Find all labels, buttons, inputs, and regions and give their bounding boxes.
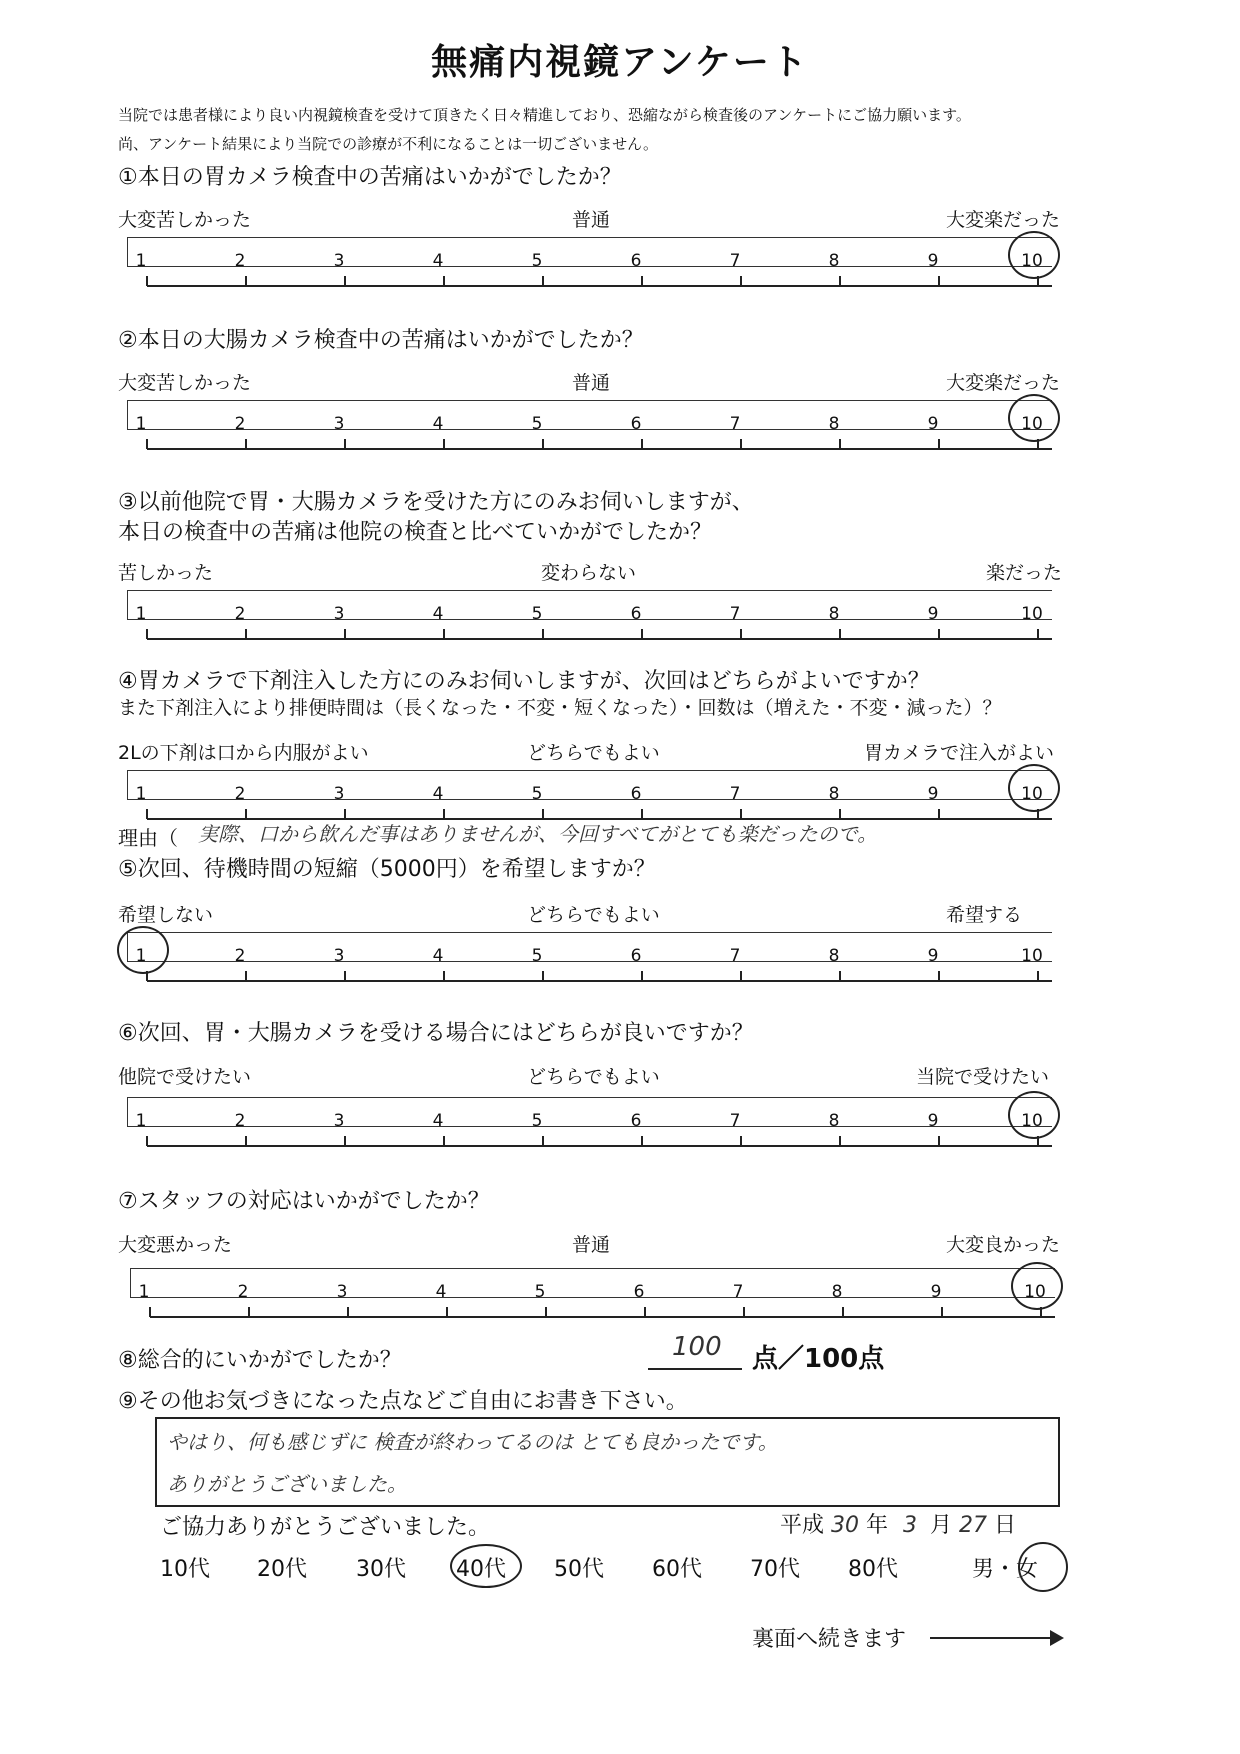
scale-tick <box>743 1307 745 1317</box>
scale-tick <box>146 276 148 286</box>
q1-scale[interactable] <box>127 237 1054 297</box>
scale-tick <box>245 629 247 639</box>
selected-option-circle <box>1008 394 1060 442</box>
scale-tick <box>443 971 445 981</box>
continue-text: 裏面へ続きます <box>752 1627 907 1652</box>
scale-tick <box>344 276 346 286</box>
scale-option-5[interactable]: 5 <box>531 604 543 624</box>
scale-option-9[interactable]: 9 <box>927 251 939 271</box>
scale-tick <box>446 1307 448 1317</box>
scale-option-3[interactable]: 3 <box>333 946 345 966</box>
arrow-right-icon <box>1050 1630 1064 1646</box>
scale-option-5[interactable]: 5 <box>531 784 543 804</box>
scale-option-1[interactable]: 1 <box>135 604 147 624</box>
scale-option-4[interactable]: 4 <box>432 604 444 624</box>
scale-tick <box>443 629 445 639</box>
q5-right-label: 希望する <box>946 904 1023 926</box>
scale-box <box>127 770 1052 800</box>
q2-right-label: 大変楽だった <box>946 372 1061 394</box>
question-1: ①本日の胃カメラ検査中の苦痛はいかがでしたか？ <box>118 165 622 190</box>
date-year-unit: 年 <box>866 1513 889 1538</box>
date-row <box>780 1508 1016 1539</box>
scale-axis <box>147 448 1052 450</box>
scale-tick <box>245 1136 247 1146</box>
scale-option-9[interactable]: 9 <box>927 604 939 624</box>
scale-option-5[interactable]: 5 <box>531 946 543 966</box>
scale-tick <box>146 1136 148 1146</box>
scale-option-10[interactable]: 10 <box>1021 784 1043 804</box>
scale-tick <box>641 629 643 639</box>
scale-option-1[interactable]: 1 <box>135 946 147 966</box>
overall-score[interactable]: 100 <box>672 1332 722 1362</box>
scale-tick <box>542 276 544 286</box>
scale-tick <box>839 1136 841 1146</box>
scale-tick <box>245 439 247 449</box>
scale-option-10[interactable]: 10 <box>1021 414 1043 434</box>
gender-separator: ・ <box>994 1557 1017 1582</box>
reason-label: 理由（ <box>118 826 178 850</box>
scale-tick <box>149 1307 151 1317</box>
scale-option-8[interactable]: 8 <box>828 604 840 624</box>
scale-option-3[interactable]: 3 <box>333 604 345 624</box>
selected-option-circle <box>1008 1091 1060 1139</box>
comment-line-2: ありがとうございました。 <box>167 1472 407 1496</box>
scale-tick <box>245 276 247 286</box>
date-month-unit: 月 <box>930 1513 953 1538</box>
q6-mid-label: どちらでもよい <box>527 1066 660 1088</box>
scale-option-6[interactable]: 6 <box>630 251 642 271</box>
age-option-80s[interactable]: 80代 <box>848 1557 898 1582</box>
scale-option-7[interactable]: 7 <box>729 784 741 804</box>
question-5: ⑤次回、待機時間の短縮（5000円）を希望しますか？ <box>118 857 656 882</box>
selected-option-circle <box>117 926 169 974</box>
q7-mid-label: 普通 <box>572 1234 611 1256</box>
scale-tick <box>146 809 148 819</box>
scale-option-5[interactable]: 5 <box>531 1111 543 1131</box>
q3-right-label: 楽だった <box>986 562 1063 584</box>
scale-tick <box>248 1307 250 1317</box>
scale-tick <box>839 629 841 639</box>
scale-tick <box>938 439 940 449</box>
scale-axis <box>147 638 1052 640</box>
scale-option-8[interactable]: 8 <box>828 414 840 434</box>
question-6: ⑥次回、胃・大腸カメラを受ける場合にはどちらが良いですか？ <box>118 1021 754 1046</box>
age-option-50s[interactable]: 50代 <box>554 1557 604 1582</box>
scale-tick <box>941 1307 943 1317</box>
scale-tick <box>1037 971 1039 981</box>
scale-option-3[interactable]: 3 <box>333 414 345 434</box>
scale-option-2[interactable]: 2 <box>234 604 246 624</box>
scale-option-5[interactable]: 5 <box>531 251 543 271</box>
scale-tick <box>146 439 148 449</box>
scale-option-2[interactable]: 2 <box>234 784 246 804</box>
q4-mid-label: どちらでもよい <box>527 742 660 764</box>
scale-option-8[interactable]: 8 <box>828 784 840 804</box>
scale-option-2[interactable]: 2 <box>234 251 246 271</box>
q7-scale[interactable] <box>130 1268 1057 1328</box>
scale-tick <box>740 276 742 286</box>
selected-option-circle <box>1008 764 1060 812</box>
scale-tick <box>641 1136 643 1146</box>
scale-box <box>127 932 1052 962</box>
scale-tick <box>938 1136 940 1146</box>
scale-tick <box>740 971 742 981</box>
scale-tick <box>740 439 742 449</box>
scale-option-10[interactable]: 10 <box>1021 1111 1043 1131</box>
scale-option-7[interactable]: 7 <box>732 1282 744 1302</box>
selected-option-circle <box>1008 231 1060 279</box>
age-option-40s[interactable]: 40代 <box>456 1557 506 1582</box>
q4-right-label: 胃カメラで注入がよい <box>864 742 1055 764</box>
scale-option-4[interactable]: 4 <box>432 946 444 966</box>
q3-scale[interactable] <box>127 590 1054 650</box>
scale-option-4[interactable]: 4 <box>432 251 444 271</box>
intro-line-1: 当院では患者様により良い内視鏡検査を受けて頂きたく日々精進しており、恐縮ながら検査後のアンケートにご協力願います。 <box>118 106 971 124</box>
scale-tick <box>443 439 445 449</box>
q6-left-label: 他院で受けたい <box>118 1066 252 1088</box>
question-8: ⑧総合的にいかがでしたか？ <box>118 1348 402 1373</box>
q2-scale[interactable] <box>127 400 1054 460</box>
scale-option-7[interactable]: 7 <box>729 946 741 966</box>
scale-option-8[interactable]: 8 <box>828 251 840 271</box>
scale-option-2[interactable]: 2 <box>234 1111 246 1131</box>
scale-tick <box>842 1307 844 1317</box>
question-9: ⑨その他お気づきになった点などご自由にお書き下さい。 <box>118 1389 688 1414</box>
scale-option-3[interactable]: 3 <box>333 784 345 804</box>
question-4-line-2: また下剤注入により排便時間は（長くなった・不変・短くなった）・回数は（増えた・不変・減った）？ <box>118 697 1002 719</box>
scale-tick <box>542 971 544 981</box>
q2-mid-label: 普通 <box>572 372 611 394</box>
scale-option-4[interactable]: 4 <box>432 414 444 434</box>
scale-tick <box>740 629 742 639</box>
thanks-text: ご協力ありがとうございました。 <box>160 1515 491 1540</box>
scale-option-6[interactable]: 6 <box>630 784 642 804</box>
q7-right-label: 大変良かった <box>946 1234 1061 1256</box>
scale-tick <box>545 1307 547 1317</box>
scale-tick <box>740 1136 742 1146</box>
scale-option-7[interactable]: 7 <box>729 604 741 624</box>
question-3: ③以前他院で胃・大腸カメラを受けた方にのみお伺いしますが、 <box>118 490 754 515</box>
scale-tick <box>839 276 841 286</box>
scale-tick <box>347 1307 349 1317</box>
q1-left-label: 大変苦しかった <box>118 209 252 231</box>
scale-option-10[interactable]: 10 <box>1021 604 1043 624</box>
scale-tick <box>839 971 841 981</box>
scale-option-4[interactable]: 4 <box>432 784 444 804</box>
scale-box <box>127 590 1052 620</box>
q5-mid-label: どちらでもよい <box>527 904 660 926</box>
scale-tick <box>542 439 544 449</box>
scale-option-2[interactable]: 2 <box>234 946 246 966</box>
scale-tick <box>641 276 643 286</box>
scale-option-3[interactable]: 3 <box>333 1111 345 1131</box>
date-day[interactable]: 27 <box>959 1513 988 1538</box>
scale-axis <box>147 1145 1052 1147</box>
scale-tick <box>344 629 346 639</box>
scale-option-7[interactable]: 7 <box>729 1111 741 1131</box>
scale-box <box>127 237 1052 267</box>
scale-option-2[interactable]: 2 <box>234 414 246 434</box>
scale-tick <box>938 971 940 981</box>
question-4: ④胃カメラで下剤注入した方にのみお伺いしますが、次回はどちらがよいですか？ <box>118 669 930 694</box>
comment-line-1: やはり、何も感じずに 検査が終わってるのは とても良かったです。 <box>167 1430 778 1454</box>
scale-box <box>127 400 1052 430</box>
scale-option-4[interactable]: 4 <box>432 1111 444 1131</box>
q5-scale[interactable] <box>127 932 1054 992</box>
scale-option-1[interactable]: 1 <box>135 414 147 434</box>
score-suffix: 点／100点 <box>752 1344 885 1374</box>
scale-axis <box>147 980 1052 982</box>
scale-option-1[interactable]: 1 <box>138 1282 150 1302</box>
scale-tick <box>938 809 940 819</box>
scale-option-9[interactable]: 9 <box>930 1282 942 1302</box>
q1-right-label: 大変楽だった <box>946 209 1061 231</box>
score-underline <box>648 1368 742 1370</box>
scale-tick <box>839 439 841 449</box>
q3-mid-label: 変わらない <box>541 562 637 584</box>
age-selected-circle <box>450 1544 522 1588</box>
question-3-line-2: 本日の検査中の苦痛は他院の検査と比べていかがでしたか？ <box>118 520 713 545</box>
scale-option-6[interactable]: 6 <box>630 1111 642 1131</box>
gender-selected-circle <box>1018 1542 1068 1592</box>
scale-tick <box>344 439 346 449</box>
age-option-60s[interactable]: 60代 <box>652 1557 702 1582</box>
scale-tick <box>542 1136 544 1146</box>
scale-option-9[interactable]: 9 <box>927 946 939 966</box>
scale-option-3[interactable]: 3 <box>333 251 345 271</box>
scale-option-10[interactable]: 10 <box>1021 251 1043 271</box>
scale-option-6[interactable]: 6 <box>630 414 642 434</box>
scale-option-9[interactable]: 9 <box>927 414 939 434</box>
selected-option-circle <box>1011 1262 1063 1310</box>
scale-tick <box>641 439 643 449</box>
scale-tick <box>344 1136 346 1146</box>
date-year[interactable]: 30 <box>831 1513 860 1538</box>
q2-left-label: 大変苦しかった <box>118 372 252 394</box>
scale-tick <box>245 971 247 981</box>
scale-option-10[interactable]: 10 <box>1021 946 1043 966</box>
q4-left-label: 2Lの下剤は口から内服がよい <box>118 742 369 764</box>
scale-axis <box>150 1316 1055 1318</box>
age-option-70s[interactable]: 70代 <box>750 1557 800 1582</box>
scale-tick <box>443 1136 445 1146</box>
scale-option-2[interactable]: 2 <box>237 1282 249 1302</box>
q6-right-label: 当院で受けたい <box>916 1066 1050 1088</box>
scale-tick <box>443 276 445 286</box>
gender-female[interactable]: 女 <box>1016 1557 1039 1582</box>
scale-tick <box>1037 629 1039 639</box>
date-era: 平成 <box>780 1513 825 1538</box>
scale-option-6[interactable]: 6 <box>630 946 642 966</box>
scale-tick <box>542 629 544 639</box>
scale-option-1[interactable]: 1 <box>135 784 147 804</box>
scale-option-10[interactable]: 10 <box>1024 1282 1046 1302</box>
q5-left-label: 希望しない <box>118 904 214 926</box>
scale-option-1[interactable]: 1 <box>135 251 147 271</box>
scale-option-8[interactable]: 8 <box>828 946 840 966</box>
q1-mid-label: 普通 <box>572 209 611 231</box>
reason-handwritten[interactable]: 実際、口から飲んだ事はありませんが、今回すべてがとても楽だったので。 <box>198 822 878 846</box>
question-7: ⑦スタッフの対応はいかがでしたか？ <box>118 1189 490 1214</box>
scale-option-5[interactable]: 5 <box>534 1282 546 1302</box>
scale-tick <box>938 276 940 286</box>
scale-option-6[interactable]: 6 <box>633 1282 645 1302</box>
scale-option-5[interactable]: 5 <box>531 414 543 434</box>
age-option-10s[interactable]: 10代 <box>160 1557 210 1582</box>
gender-male[interactable]: 男 <box>972 1557 995 1582</box>
q6-scale[interactable] <box>127 1097 1054 1157</box>
scale-axis <box>147 285 1052 287</box>
scale-option-7[interactable]: 7 <box>729 251 741 271</box>
question-2: ②本日の大腸カメラ検査中の苦痛はいかがでしたか？ <box>118 328 644 353</box>
scale-tick <box>644 1307 646 1317</box>
scale-option-8[interactable]: 8 <box>831 1282 843 1302</box>
page-title: 無痛内視鏡アンケート <box>431 42 809 83</box>
scale-option-6[interactable]: 6 <box>630 604 642 624</box>
scale-tick <box>146 629 148 639</box>
age-option-30s[interactable]: 30代 <box>356 1557 406 1582</box>
scale-option-1[interactable]: 1 <box>135 1111 147 1131</box>
scale-tick <box>641 971 643 981</box>
scale-option-9[interactable]: 9 <box>927 1111 939 1131</box>
q7-left-label: 大変悪かった <box>118 1234 233 1256</box>
continue-arrow-line <box>930 1637 1052 1639</box>
scale-box <box>127 1097 1052 1127</box>
date-day-unit: 日 <box>994 1513 1017 1538</box>
scale-tick <box>344 971 346 981</box>
scale-option-7[interactable]: 7 <box>729 414 741 434</box>
scale-box <box>130 1268 1055 1298</box>
date-month[interactable]: 3 <box>903 1513 918 1538</box>
scale-option-9[interactable]: 9 <box>927 784 939 804</box>
scale-option-8[interactable]: 8 <box>828 1111 840 1131</box>
scale-tick <box>938 629 940 639</box>
q3-left-label: 苦しかった <box>118 562 214 584</box>
age-option-20s[interactable]: 20代 <box>257 1557 307 1582</box>
scale-option-4[interactable]: 4 <box>435 1282 447 1302</box>
intro-line-2: 尚、アンケート結果により当院での診療が不利になることは一切ございません。 <box>118 135 659 153</box>
scale-option-3[interactable]: 3 <box>336 1282 348 1302</box>
